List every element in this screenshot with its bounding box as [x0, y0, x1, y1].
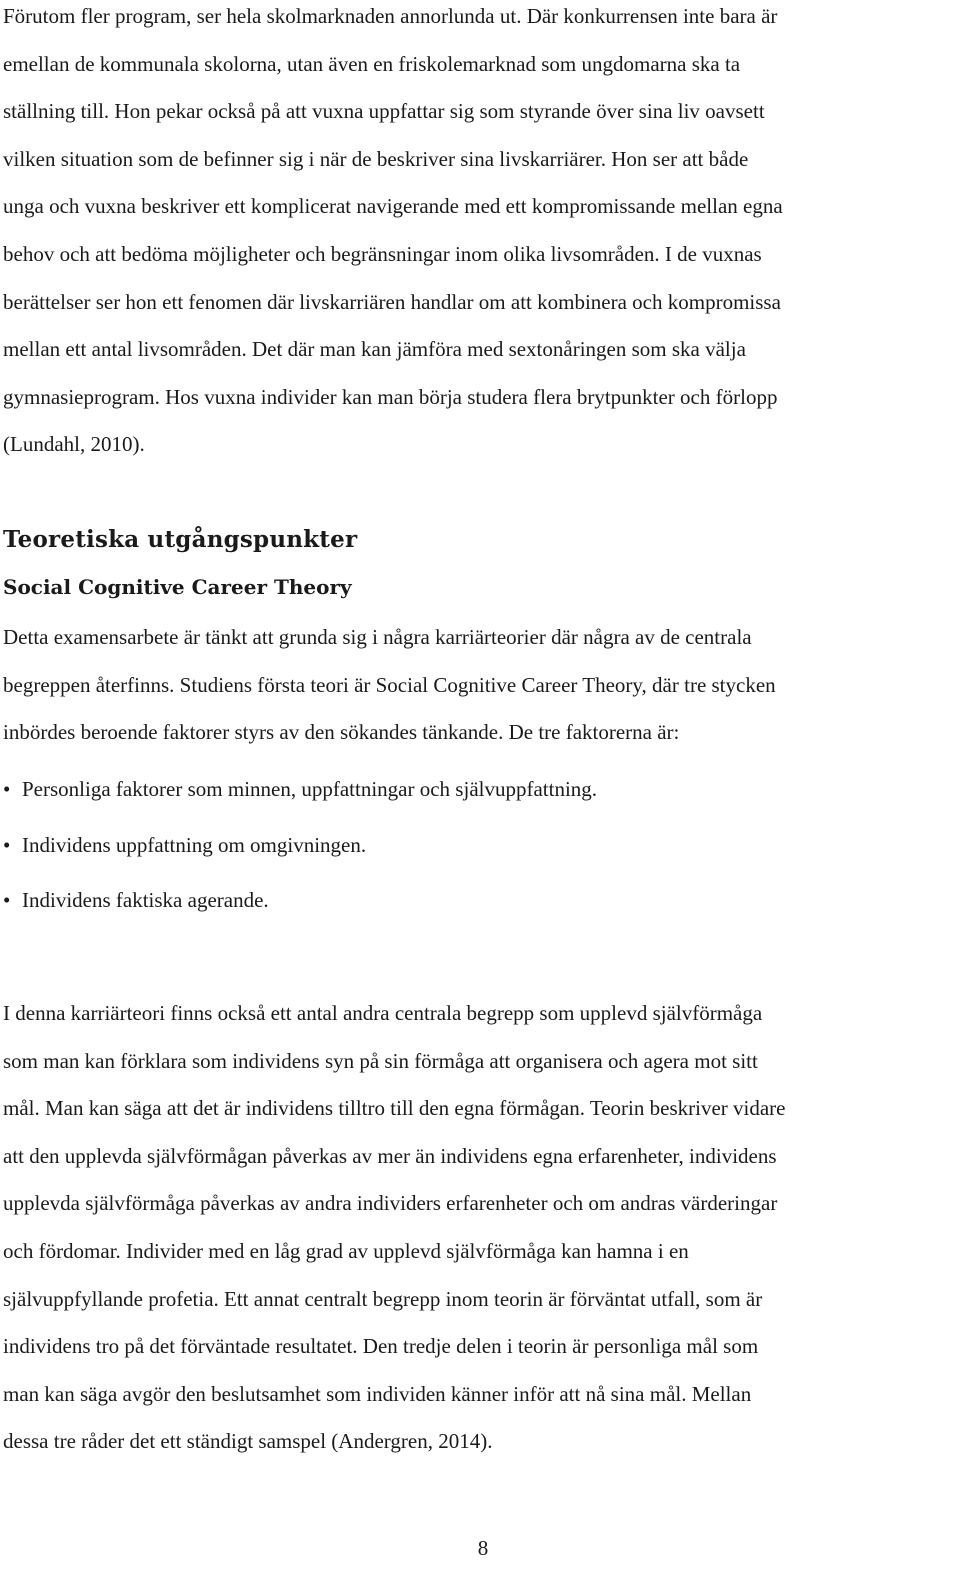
self-efficacy-paragraph: I denna karriärteori finns också ett antal andra centrala begrepp som upplevd självförmåga som man kan förklara som individens syn på sin förmåga att organisera och agera mot sitt mål. Man kan säga att det är individens tilltro till den egna förmågan. Teorin beskriver vidare att den upplevda självförmågan påverkas av mer än individens egna erfarenheter, individens upplevda självförmåga påverkas av andra individers erfarenheter och om andras värderingar och fördomar. Individer med en låg grad av upplevd självförmåga kan hamna i en självuppfyllande profetia. Ett annat centralt begrepp inom teorin är förväntat utfall, som är individens tro på det förväntade resultatet. Den tredje delen i teorin är personliga mål som man kan säga avgör den beslutsamhet som individen känner inför att nå sina mål. Mellan dessa tre råder det ett ständigt samspel (Andergren, 2014).: [3, 1001, 786, 1454]
list-item-text: Individens uppfattning om omgivningen.: [22, 832, 367, 857]
page-number: 8: [477, 1536, 489, 1560]
list-item-text: Personliga faktorer som minnen, uppfattningar och självuppfattning.: [22, 777, 598, 801]
intro-paragraph: Förutom fler program, ser hela skolmarknaden annorlunda ut. Där konkurrensen inte bara är emellan de kommunala skolorna, utan även en friskolemarknad som ungdomarna ska ta ställning till. Hon pekar också på att vuxna uppfattar sig som styrande över sina liv oavsett vilken situation som de befinner sig i när de beskriver sina livskarriärer. Hon ser att både unga och vuxna beskriver ett komplicerat navigerande med ett kompromissande mellan egna behov och att bedöma möjligheter och begränsningar inom olika livsområden. I de vuxnas berättelser ser hon ett fenomen där livskarriären handlar om att kombinera och kompromissa mellan ett antal livsområden. Det där man kan jämföra med sextonåringen som ska välja gymnasieprogram. Hos vuxna individer kan man börja studera flera brytpunkter och förlopp (Lundahl, 2010).: [3, 4, 783, 457]
section-heading: Teoretiska utgångspunkter: [3, 526, 358, 553]
list-item: [3, 822, 597, 878]
bullet-icon: •: [3, 888, 11, 913]
subsection-heading: Social Cognitive Career Theory: [3, 575, 352, 599]
bullet-icon: •: [3, 832, 11, 857]
list-item-text: Individens faktiska agerande.: [22, 888, 269, 913]
list-item: [3, 766, 597, 822]
theory-paragraph: Detta examensarbete är tänkt att grunda sig i några karriärteorier där några av de centrala begreppen återfinns. Studiens första teori är Social Cognitive Career Theory, där tre stycken inbördes beroende faktorer styrs av den sökandes tänkande. De tre faktorerna är:: [3, 625, 776, 745]
factor-list: [3, 766, 597, 933]
list-item: [3, 877, 597, 933]
bullet-icon: •: [3, 777, 11, 801]
